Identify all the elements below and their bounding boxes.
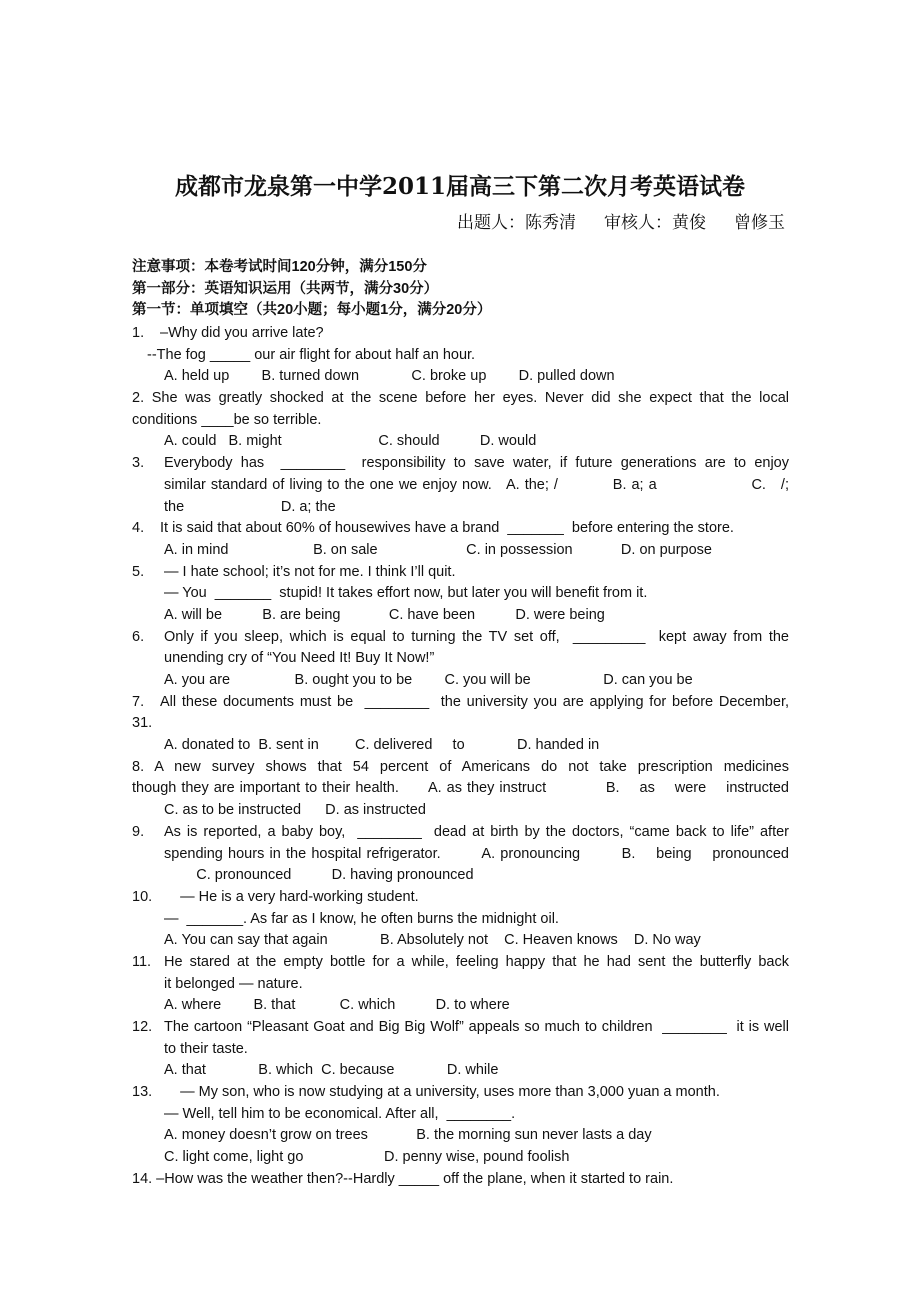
line-text: 31.	[132, 715, 153, 732]
line-text: C. as to be instructed D. as instructed	[164, 802, 426, 819]
question-number: 9.	[132, 823, 145, 840]
text-line	[132, 627, 789, 649]
question-number: 10.	[132, 888, 153, 905]
text-line	[132, 1039, 789, 1061]
text-line	[132, 844, 789, 866]
question-number: 3.	[132, 455, 145, 472]
note-section-one: 第一节：单项填空（共20小题；每小题1分，满分20分）	[132, 302, 492, 319]
text-line	[132, 366, 789, 388]
question-number: 7.	[132, 693, 145, 710]
text-line	[132, 475, 789, 497]
line-text: A. you are B. ought you to be C. you will be D. can you be	[164, 672, 693, 688]
line-text: It is said that about 60% of housewives have a brand _______ before entering the store.	[160, 520, 734, 537]
text-line	[132, 930, 789, 952]
line-text: similar standard of living to the one we enjoy now. A. the; / B. a; a C. /;	[164, 476, 789, 493]
text-line	[132, 735, 789, 757]
text-line	[132, 713, 789, 735]
text-line	[132, 952, 789, 974]
question-number: 5.	[132, 563, 145, 580]
text-line	[132, 995, 789, 1017]
line-text: it belonged — nature.	[164, 975, 303, 992]
text-line	[132, 1104, 789, 1126]
text-line	[132, 410, 789, 432]
line-text: He stared at the empty bottle for a while, feeling happy that he had sent the butterfly back	[164, 953, 789, 970]
line-text: 8. A new survey shows that 54 percent of Americans do not take prescription medicines	[132, 758, 789, 775]
exam-notes	[132, 257, 491, 322]
text-line	[132, 757, 789, 779]
text-line	[132, 345, 789, 367]
line-text: --The fog _____ our air flight for about half an hour.	[147, 346, 476, 363]
text-line	[132, 800, 789, 822]
question-number: 4.	[132, 520, 145, 537]
text-line	[132, 865, 789, 887]
line-text: A. donated to B. sent in C. delivered to D. handed in	[164, 737, 600, 754]
text-line	[132, 822, 789, 844]
text-line	[132, 1147, 789, 1169]
line-text: C. pronounced D. having pronounced	[164, 867, 474, 884]
line-text: the D. a; the	[164, 498, 336, 515]
text-line	[132, 497, 789, 519]
question-body	[132, 323, 789, 1191]
text-line	[132, 1169, 789, 1191]
line-text: — Well, tell him to be economical. After all, ________.	[164, 1105, 516, 1122]
text-line	[132, 887, 789, 909]
line-text: 14. –How was the weather then?--Hardly _____ off the plane, when it started to rain.	[132, 1170, 674, 1187]
text-line	[132, 431, 789, 453]
question-setter: 出题人：陈秀清	[457, 213, 576, 233]
line-text: — _______. As far as I know, he often burns the midnight oil.	[164, 910, 559, 927]
line-text: — My son, who is now studying at a university, uses more than 3,000 yuan a month.	[164, 1084, 720, 1101]
text-line	[132, 1017, 789, 1039]
line-text: to their taste.	[164, 1040, 248, 1057]
line-text: 2. She was greatly shocked at the scene before her eyes. Never did she expect that the local	[132, 390, 789, 407]
line-text: unending cry of “You Need It! Buy It Now!”	[164, 650, 435, 667]
text-line	[132, 1125, 789, 1147]
text-line	[132, 388, 789, 410]
question-number: 6.	[132, 628, 145, 645]
line-text: A. could B. might C. should D. would	[164, 433, 537, 450]
text-line	[132, 648, 789, 670]
text-line	[132, 670, 789, 692]
note-part-one: 第一部分：英语知识运用（共两节，满分30分）	[132, 280, 439, 297]
line-text: All these documents must be ________ the university you are applying for before December,	[160, 693, 789, 710]
text-line	[132, 540, 789, 562]
line-text: As is reported, a baby boy, ________ dead at birth by the doctors, “came back to life” after	[164, 823, 789, 840]
text-line	[132, 778, 789, 800]
note-time: 注意事项：本卷考试时间120分钟，满分150分	[132, 259, 427, 275]
text-line	[132, 909, 789, 931]
text-line	[132, 692, 789, 714]
question-number: 12.	[132, 1019, 153, 1035]
question-number: 11.	[132, 953, 152, 970]
line-text: A. in mind B. on sale C. in possession D. on purpose	[164, 541, 712, 558]
line-text: — I hate school; it’s not for me. I think I’ll quit.	[164, 563, 456, 580]
text-line	[132, 323, 789, 345]
line-text: — He is a very hard-working student.	[164, 888, 419, 905]
line-text: Only if you sleep, which is equal to turning the TV set off, _________ kept away from the	[164, 628, 789, 645]
reviewer: 审核人：黄俊	[604, 213, 706, 233]
authors-line	[429, 208, 785, 233]
line-text: — You _______ stupid! It takes effort now, but later you will benefit from it.	[164, 585, 648, 602]
line-text: though they are important to their health. A. as they instruct B. as were instructed	[132, 780, 789, 797]
line-text: A. will be B. are being C. have been D. were being	[164, 606, 605, 623]
line-text: conditions ____be so terrible.	[132, 411, 322, 428]
line-text: A. that B. which C. because D. while	[164, 1062, 499, 1079]
line-text: spending hours in the hospital refrigerator. A. pronouncing B. being pronounced	[164, 845, 789, 862]
question-number: 13.	[132, 1084, 153, 1101]
line-text: The cartoon “Pleasant Goat and Big Big Wolf” appeals so much to children ________ it is well	[164, 1019, 789, 1035]
exam-title: 成都市龙泉第一中学2011届高三下第二次月考英语试卷	[174, 173, 745, 200]
text-line	[132, 974, 789, 996]
line-text: A. held up B. turned down C. broke up D. pulled down	[164, 368, 615, 385]
line-text: Everybody has ________ responsibility to save water, if future generations are to enjoy	[164, 455, 789, 472]
line-text: A. You can say that again B. Absolutely not C. Heaven knows D. No way	[164, 932, 701, 949]
text-line	[132, 1060, 789, 1082]
text-line	[132, 518, 789, 540]
line-text: –Why did you arrive late?	[160, 325, 324, 341]
text-line	[132, 583, 789, 605]
text-line	[132, 605, 789, 627]
line-text: A. where B. that C. which D. to where	[164, 997, 510, 1014]
question-number: 1.	[132, 325, 145, 341]
line-text: A. money doesn’t grow on trees B. the morning sun never lasts a day	[164, 1127, 652, 1144]
text-line	[132, 1082, 789, 1104]
line-text: C. light come, light go D. penny wise, pound foolish	[164, 1149, 570, 1166]
text-line	[132, 562, 789, 584]
reviewer-2: 曾修玉	[734, 213, 785, 233]
text-line	[132, 453, 789, 475]
